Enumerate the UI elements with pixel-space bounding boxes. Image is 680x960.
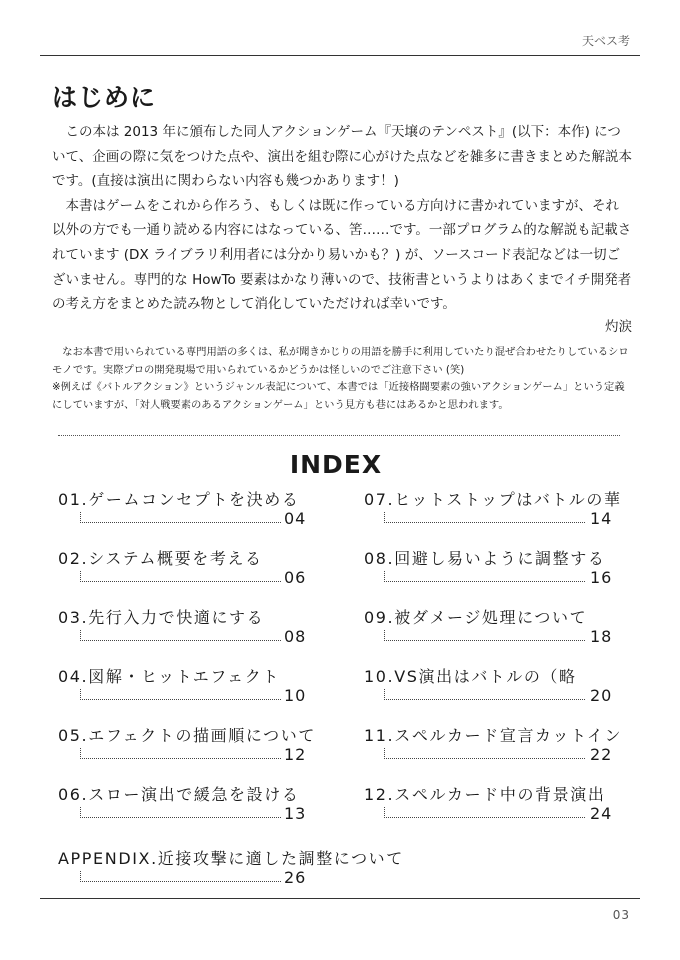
toc-page: 12 — [284, 745, 307, 764]
top-rule — [40, 55, 640, 56]
toc-page: 08 — [284, 627, 307, 646]
toc-entry-11[interactable] — [364, 723, 644, 779]
intro-title: はじめに — [52, 83, 157, 112]
toc-leader — [384, 807, 585, 818]
toc-entry-04[interactable] — [58, 664, 338, 720]
toc-entry-10[interactable] — [364, 664, 644, 720]
toc-leader — [384, 689, 585, 700]
toc-entry-01[interactable] — [58, 487, 338, 543]
toc-leader — [384, 630, 585, 641]
toc-leader — [384, 748, 585, 759]
note-line-1: なお本書で用いられている専門用語の多くは、私が聞きかじりの用語を勝手に利用していたり混ぜ合わせたりしているシロモノです。実際プロの開発現場で用いられているかどうかは怪しいのでご注意下さい (笑) — [52, 346, 629, 376]
toc-title: 04.図解・ヒットエフェクト — [58, 667, 280, 686]
toc-page: 26 — [284, 868, 307, 887]
intro-body — [52, 120, 632, 339]
toc-leader — [80, 512, 281, 523]
note-line-2: ※例えば《バトルアクション》というジャンル表記について、本書では「近接格闘要素の強いアクションゲーム」という定義にしていますが、「対人戦要素のあるアクションゲーム」という見方も巷にはあるかと思われます。 — [52, 381, 625, 411]
toc-entry-05[interactable] — [58, 723, 338, 779]
toc-page: 06 — [284, 568, 307, 587]
toc-title: 01.ゲームコンセプトを決める — [58, 490, 300, 509]
toc-leader — [384, 512, 585, 523]
intro-paragraph-1: この本は 2013 年に頒布した同人アクションゲーム『天壌のテンペスト』(以下：本作) について、企画の際に気をつけた点や、演出を組む際に心がけた点などを雑多に書きまとめた解説本です。(直接は演出に関わらない内容も幾つかあります！) — [52, 124, 632, 190]
note — [52, 344, 632, 414]
toc-title: 05.エフェクトの描画順について — [58, 726, 316, 745]
toc-page: 14 — [590, 509, 613, 528]
toc-title: APPENDIX.近接攻撃に適した調整について — [58, 849, 404, 868]
toc-title: 09.被ダメージ処理について — [364, 608, 588, 627]
toc-page: 18 — [590, 627, 613, 646]
toc-leader — [80, 630, 281, 641]
toc-leader — [80, 571, 281, 582]
toc-page: 04 — [284, 509, 307, 528]
toc-title: 07.ヒットストップはバトルの華 — [364, 490, 622, 509]
toc-title: 06.スロー演出で緩急を設ける — [58, 785, 300, 804]
toc-entry-06[interactable] — [58, 782, 338, 838]
toc-entry-07[interactable] — [364, 487, 644, 543]
bottom-rule — [40, 898, 640, 899]
toc-page: 20 — [590, 686, 613, 705]
toc-page: 10 — [284, 686, 307, 705]
toc-leader — [80, 871, 281, 882]
toc-entry-02[interactable] — [58, 546, 338, 602]
toc-page: 13 — [284, 804, 307, 823]
intro-paragraph-2: 本書はゲームをこれから作ろう、もしくは既に作っている方向けに書かれていますが、それ以外の方でも一通り読める内容にはなっている、筈……です。一部プログラム的な解説も記載されています (DX ライブラリ利用者には分かり易いかも？) が、ソースコード表記などは一切ございません。専門的な HowTo 要素はかなり薄いので、技術書というよりはあくまでイチ開発者の考え方をまとめた読み物として消化していただければ幸いです。 — [52, 197, 632, 313]
toc-entry-03[interactable] — [58, 605, 338, 661]
page-number: 03 — [612, 908, 630, 922]
toc-title: 12.スペルカード中の背景演出 — [364, 785, 606, 804]
index-title: INDEX — [289, 450, 383, 479]
toc-title: 08.回避し易いように調整する — [364, 549, 606, 568]
toc-title: 03.先行入力で快適にする — [58, 608, 265, 627]
toc-leader — [80, 807, 281, 818]
toc-leader — [80, 748, 281, 759]
toc-title: 11.スペルカード宣言カットイン — [364, 726, 623, 745]
toc-leader — [384, 571, 585, 582]
toc-title: 02.システム概要を考える — [58, 549, 263, 568]
dotted-rule — [58, 435, 620, 436]
toc-entry-appendix[interactable] — [58, 846, 478, 902]
toc-entry-09[interactable] — [364, 605, 644, 661]
toc-entry-08[interactable] — [364, 546, 644, 602]
signature: 灼涙 — [605, 318, 632, 335]
toc-page: 16 — [590, 568, 613, 587]
toc-leader — [80, 689, 281, 700]
toc-title: 10.VS演出はバトルの（略 — [364, 667, 577, 686]
toc-entry-12[interactable] — [364, 782, 644, 838]
toc-page: 24 — [590, 804, 613, 823]
toc-page: 22 — [590, 745, 613, 764]
running-head: 天ベス考 — [581, 34, 630, 48]
